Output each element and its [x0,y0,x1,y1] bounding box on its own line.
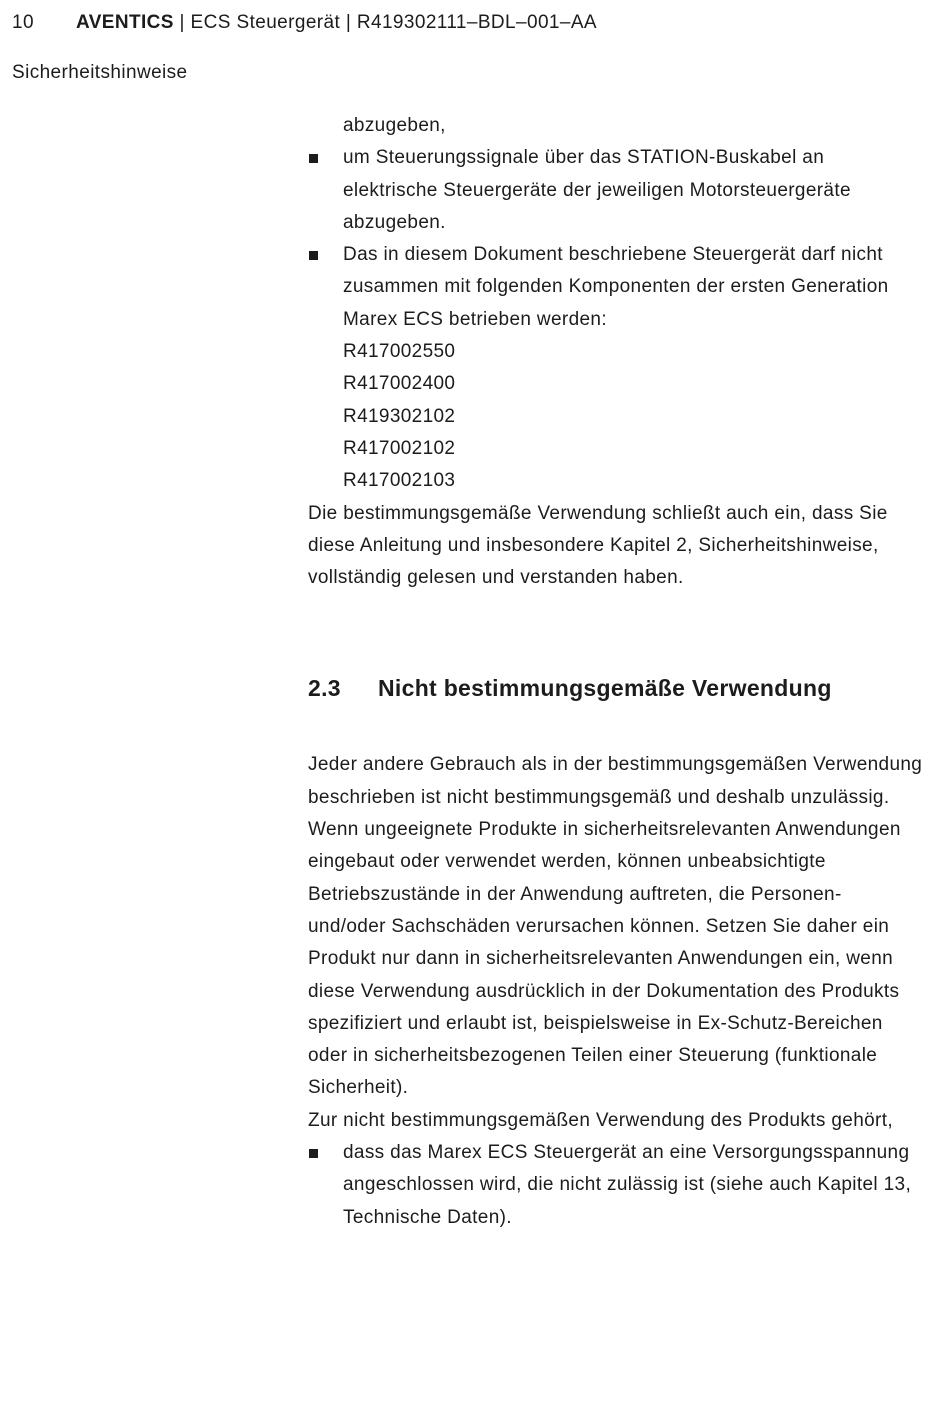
part-number: R417002400 [343,373,456,395]
list-item-text: dass das Marex ECS Steuergerät an eine Versorgungsspannung angeschlossen wird, die nicht zulässig ist (siehe auch Kapitel 13, Technische Daten). [343,1142,912,1228]
paragraph: Zur nicht bestimmungsgemäßen Verwendung des Produkts gehört, [308,1109,893,1131]
section-heading [308,673,923,703]
chapter-label: Sicherheitshinweise [12,62,188,83]
list-item-text: Das in diesem Dokument beschriebene Steuergerät darf nicht zusammen mit folgenden Komponenten der ersten Generation Marex ECS betrieben werden: [343,244,889,330]
brand-name: AVENTICS [76,12,174,33]
list-item [308,239,923,497]
part-number: R419302102 [343,405,456,427]
paragraph: Die bestimmungsgemäße Verwendung schließt auch ein, dass Sie diese Anleitung und insbesondere Kapitel 2, Sicherheitshinweise, vollständig gelesen und verstanden haben. [308,502,888,589]
main-content [308,110,923,1234]
part-number: R417002550 [343,341,456,363]
section-number: 2.3 [308,675,341,702]
paragraph: Jeder andere Gebrauch als in der bestimmungsgemäßen Verwendung beschrieben ist nicht bestimmungsgemäß und deshalb unzulässig. [308,754,923,808]
page-number: 10 [12,12,34,33]
part-number: R417002103 [343,470,456,492]
list-item [308,142,923,239]
page-header [12,12,597,34]
list-item [308,1137,923,1234]
paragraph: Wenn ungeeignete Produkte in sicherheitsrelevanten Anwendungen eingebaut oder verwendet werden, können unbeabsichtigte Betriebszustände in der Anwendung auftreten, die Personen- und/oder Sachschäden verursachen können. Setzen Sie daher ein Produkt nur dann in sicherheitsrelevanten Anwendungen ein, wenn diese Verwendung ausdrücklich in der Dokumentation des Produkts spezifiziert und erlaubt ist, beispielsweise in Ex-Schutz-Bereichen oder in sicherheitsbezogenen Teilen einer Steuerung (funktionale Sicherheit). [308,819,901,1099]
document-title: | ECS Steuergerät | R419302111–BDL–001–AA [173,12,597,33]
list-item-text: um Steuerungssignale über das STATION-Buskabel an elektrische Steuergeräte der jeweiligen Motorsteuergeräte abzugeben. [343,147,851,233]
part-number: R417002102 [343,437,456,459]
part-number-list [343,336,923,497]
section-title: Nicht bestimmungsgemäße Verwendung [378,675,832,702]
bullet-continuation: abzugeben, [343,115,446,136]
